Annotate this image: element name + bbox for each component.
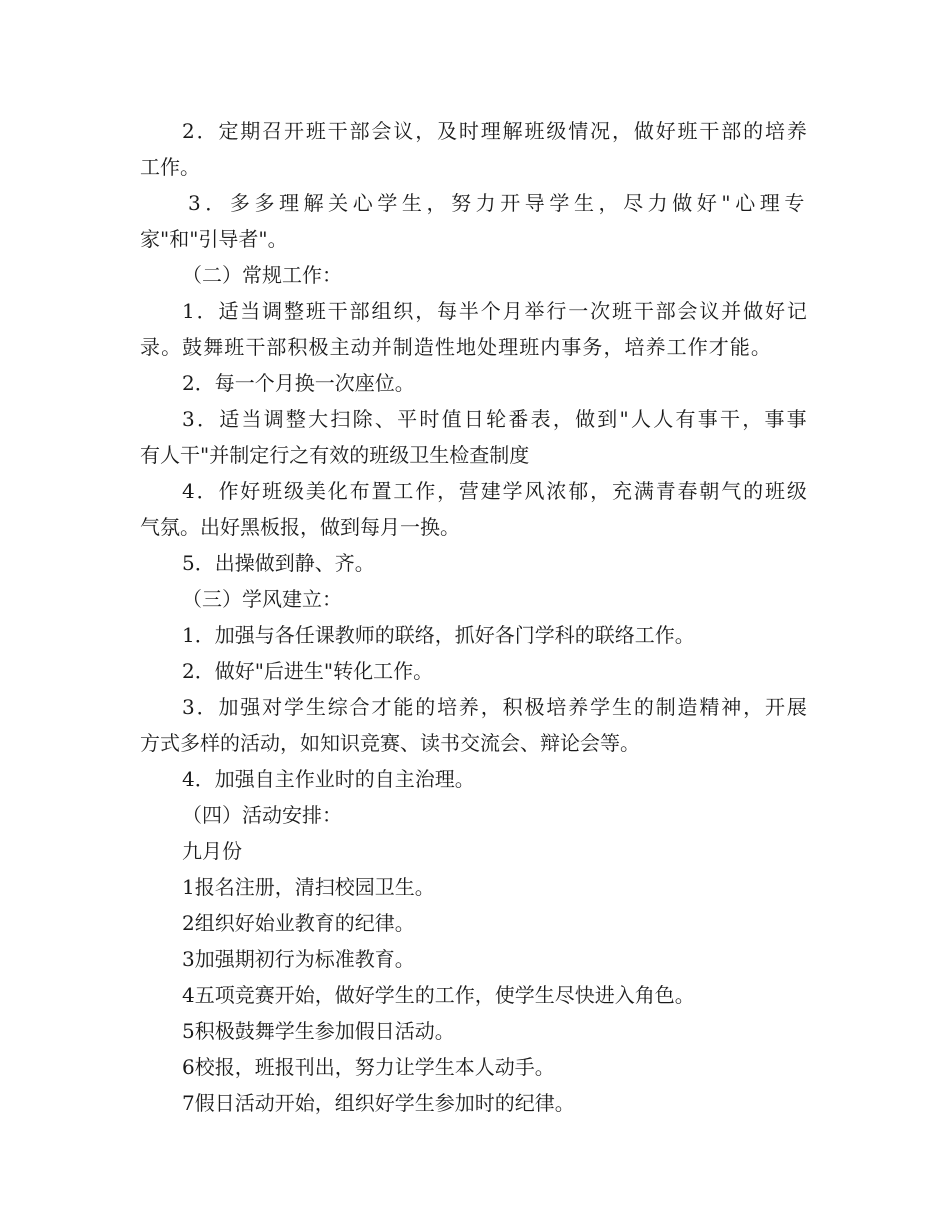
list-item: 1报名注册，清扫校园卫生。: [182, 875, 435, 899]
text-line: 1．适当调整班干部组织，每半个月举行一次班干部会议并做好记: [182, 299, 809, 323]
text-line: 2．做好"后进生"转化工作。: [182, 659, 434, 683]
text-line: 方式多样的活动，如知识竞赛、读书交流会、辩论会等。: [140, 731, 640, 755]
section-heading: （二）常规工作：: [182, 263, 342, 287]
text-line: 气氛。出好黑板报，做到每月一换。: [140, 515, 460, 539]
list-item: 2组织好始业教育的纪律。: [182, 911, 415, 935]
text-line: 家"和"引导者"。: [140, 227, 288, 251]
text-line: 3．适当调整大扫除、平时值日轮番表，做到"人人有事干，事事: [182, 407, 809, 431]
list-item: 5积极鼓舞学生参加假日活动。: [182, 1019, 455, 1043]
section-heading: （三）学风建立：: [182, 587, 342, 611]
text-line: 2．定期召开班干部会议，及时理解班级情况，做好班干部的培养: [182, 119, 809, 143]
month-heading: 九月份: [182, 839, 242, 863]
text-line: 1．加强与各任课教师的联络，抓好各门学科的联络工作。: [182, 623, 695, 647]
text-line: 3．多多理解关心学生，努力开导学生，尽力做好"心理专: [188, 191, 809, 215]
text-line: 4．加强自主作业时的自主治理。: [182, 767, 475, 791]
list-item: 4五项竞赛开始，做好学生的工作，使学生尽快进入角色。: [182, 983, 695, 1007]
list-item: 7假日活动开始，组织好学生参加时的纪律。: [182, 1091, 575, 1115]
list-item: 3加强期初行为标准教育。: [182, 947, 415, 971]
text-line: 3．加强对学生综合才能的培养，积极培养学生的制造精神，开展: [182, 695, 809, 719]
text-line: 5．出操做到静、齐。: [182, 551, 375, 575]
section-heading: （四）活动安排：: [182, 803, 342, 827]
text-line: 工作。: [140, 155, 200, 179]
text-line: 2．每一个月换一次座位。: [182, 371, 415, 395]
text-line: 录。鼓舞班干部积极主动并制造性地处理班内事务，培养工作才能。: [140, 335, 772, 359]
text-line: 4．作好班级美化布置工作，营建学风浓郁，充满青春朝气的班级: [182, 479, 809, 503]
text-line: 有人干"并制定行之有效的班级卫生检查制度: [140, 443, 530, 467]
list-item: 6校报，班报刊出，努力让学生本人动手。: [182, 1055, 555, 1079]
